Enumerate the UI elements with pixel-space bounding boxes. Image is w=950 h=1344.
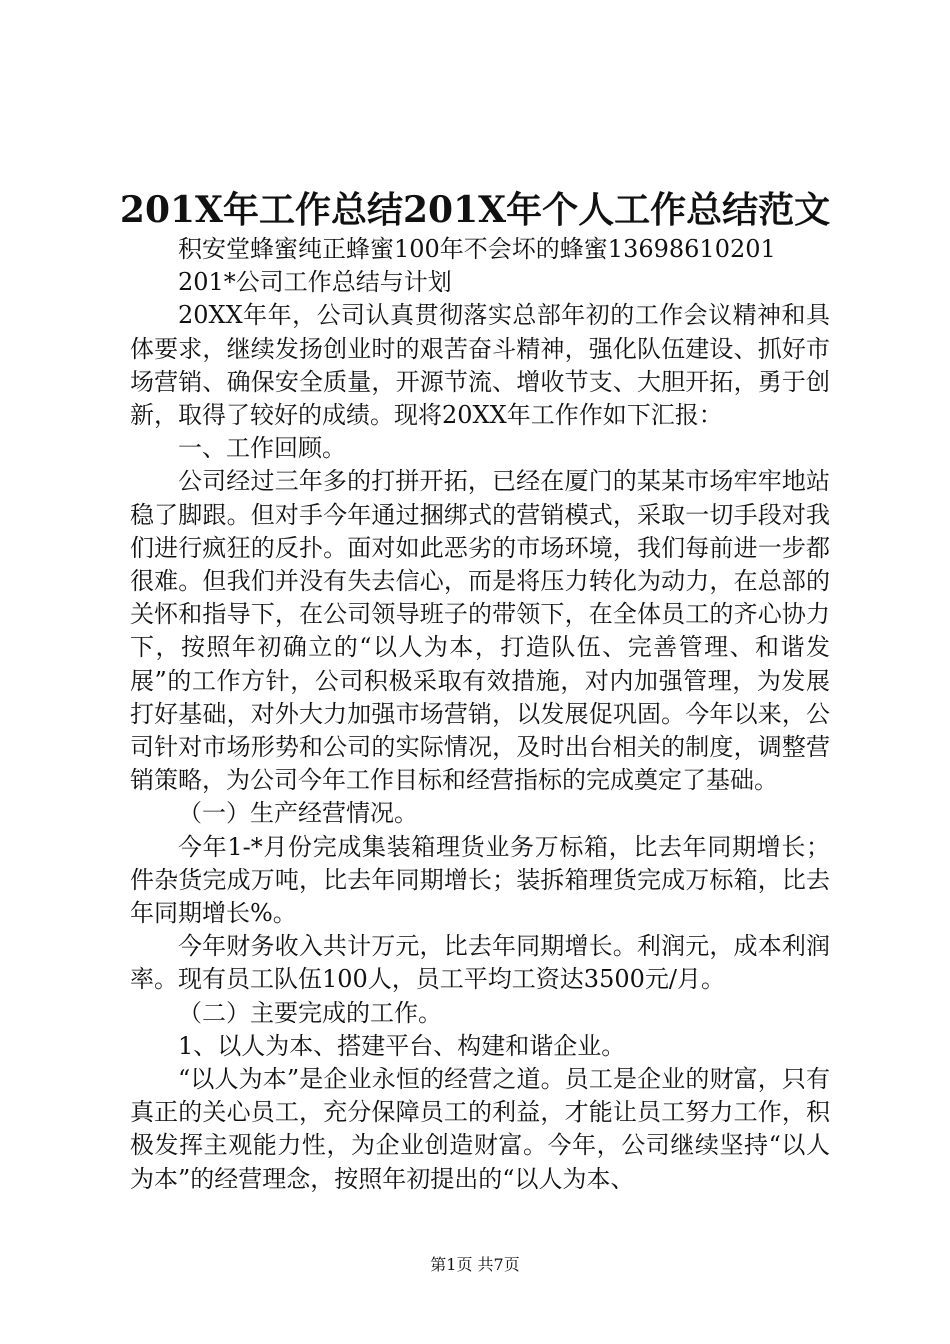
paragraph-subtitle: 201*公司工作总结与计划 (178, 268, 452, 297)
subsection-heading-operations: （一）生产经营情况。 (178, 799, 418, 828)
paragraph-operations: 今年1-*月份完成集装箱理货业务万标箱，比去年同期增长；件杂货完成万吨，比去年同期增长；装拆箱理货完成万标箱，比去年同期增长%。 (130, 832, 830, 928)
subsection-heading-work-done: （二）主要完成的工作。 (178, 998, 442, 1027)
document-title: 201X年工作总结201X年个人工作总结范文 (119, 189, 831, 231)
paragraph-advert-line: 积安堂蜂蜜纯正蜂蜜100年不会坏的蜂蜜13698610201 (178, 235, 776, 263)
paragraph-finance: 今年财务收入共计万元，比去年同期增长。利润元，成本利润率。现有员工队伍100人，员工平均工资达3500元/月。 (130, 932, 830, 994)
paragraph-intro: 20XX年年，公司认真贯彻落实总部年初的工作会议精神和具体要求，继续发扬创业时的艰苦奋斗精神，强化队伍建设、抓好市场营销、确保安全质量，开源节流、增收节支、大胆开拓，勇于创新，取得了较好的成绩。现将20XX年工作作如下汇报： (130, 301, 830, 430)
section-heading-review: 一、工作回顾。 (178, 434, 346, 463)
document-body (130, 233, 830, 1196)
item-heading-people-first: 1、以人为本、搭建平台、构建和谐企业。 (178, 1031, 626, 1060)
paragraph-people-first: “以人为本”是企业永恒的经营之道。员工是企业的财富，只有真正的关心员工，充分保障员工的利益，才能让员工努力工作，积极发挥主观能力性，为企业创造财富。今年，公司继续坚持“以人为本”的经营理念，按照年初提出的“以人为本、 (130, 1065, 830, 1193)
paragraph-review: 公司经过三年多的打拼开拓，已经在厦门的某某市场牢牢地站稳了脚跟。但对手今年通过捆绑式的营销模式，采取一切手段对我们进行疯狂的反扑。面对如此恶劣的市场环境，我们每前进一步都很难。但我们并没有失去信心，而是将压力转化为动力，在总部的关怀和指导下，在公司领导班子的带领下，在全体员工的齐心协力下，按照年初确立的“以人为本，打造队伍、完善管理、和谐发展”的工作方针，公司积极采取有效措施，对内加强管理，为发展打好基础，对外大力加强市场营销，以发展促巩固。今年以来，公司针对市场形势和公司的实际情况，及时出台相关的制度，调整营销策略，为公司今年工作目标和经营指标的完成奠定了基础。 (130, 467, 830, 795)
page-footer: 第1页 共7页 (430, 1255, 520, 1274)
